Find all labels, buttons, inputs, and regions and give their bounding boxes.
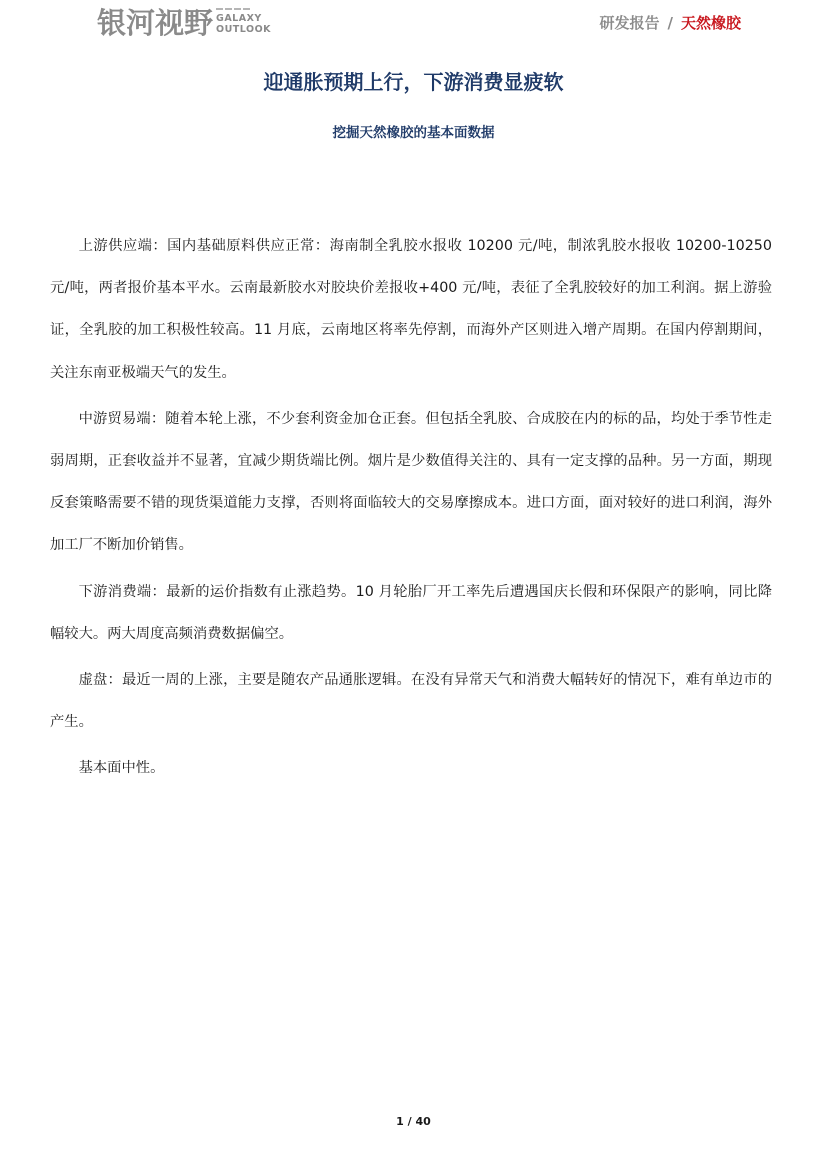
page-header	[0, 0, 827, 48]
breadcrumb-separator: /	[667, 14, 673, 32]
paragraph-upstream-supply: 上游供应端：国内基础原料供应正常：海南制全乳胶水报收 10200 元/吨，制浓乳胶水报收 10200-10250 元/吨，两者报价基本平水。云南最新胶水对胶块价差报收+400 元/吨，表征了全乳胶较好的加工利润。据上游验证，全乳胶的加工积极性较高。11 月底，云南地区将率先停割，而海外产区则进入增产周期。在国内停割期间，关注东南亚极端天气的发生。	[50, 238, 772, 381]
logo-english-line-2: OUTLOOK	[216, 24, 272, 35]
breadcrumb-parent: 研发报告	[599, 14, 660, 32]
logo-chinese-text: 银河视野	[97, 6, 214, 40]
logo-dots-decoration	[216, 8, 271, 12]
logo-english-block	[216, 8, 271, 35]
breadcrumb-current: 天然橡胶	[680, 14, 741, 32]
paragraph-midstream-trade: 中游贸易端：随着本轮上涨，不少套利资金加仓正套。但包括全乳胶、合成胶在内的标的品，均处于季节性走弱周期，正套收益并不显著，宜减少期货端比例。烟片是少数值得关注的、具有一定支撑的品种。另一方面，期现反套策略需要不错的现货渠道能力支撑，否则将面临较大的交易摩擦成本。进口方面，面对较好的进口利润，海外加工厂不断加价销售。	[50, 410, 772, 554]
document-subtitle: 挖掘天然橡胶的基本面数据	[332, 125, 495, 141]
document-title: 迎通胀预期上行，下游消费显疲软	[263, 70, 564, 94]
paragraph-downstream-consumption: 下游消费端：最新的运价指数有止涨趋势。10 月轮胎厂开工率先后遭遇国庆长假和环保限产的影响，同比降幅较大。两大周度高频消费数据偏空。	[50, 583, 772, 642]
document-body	[50, 225, 772, 794]
paragraph-conclusion: 基本面中性。	[78, 760, 165, 777]
logo-english-line-1: GALAXY	[216, 13, 262, 24]
breadcrumb	[599, 13, 741, 33]
page-number: 1 / 40	[396, 1115, 431, 1128]
paragraph-speculative: 虚盘：最近一周的上涨，主要是随农产品通胀逻辑。在没有异常天气和消费大幅转好的情况下，难有单边市的产生。	[50, 672, 772, 731]
galaxy-outlook-logo	[97, 6, 271, 40]
